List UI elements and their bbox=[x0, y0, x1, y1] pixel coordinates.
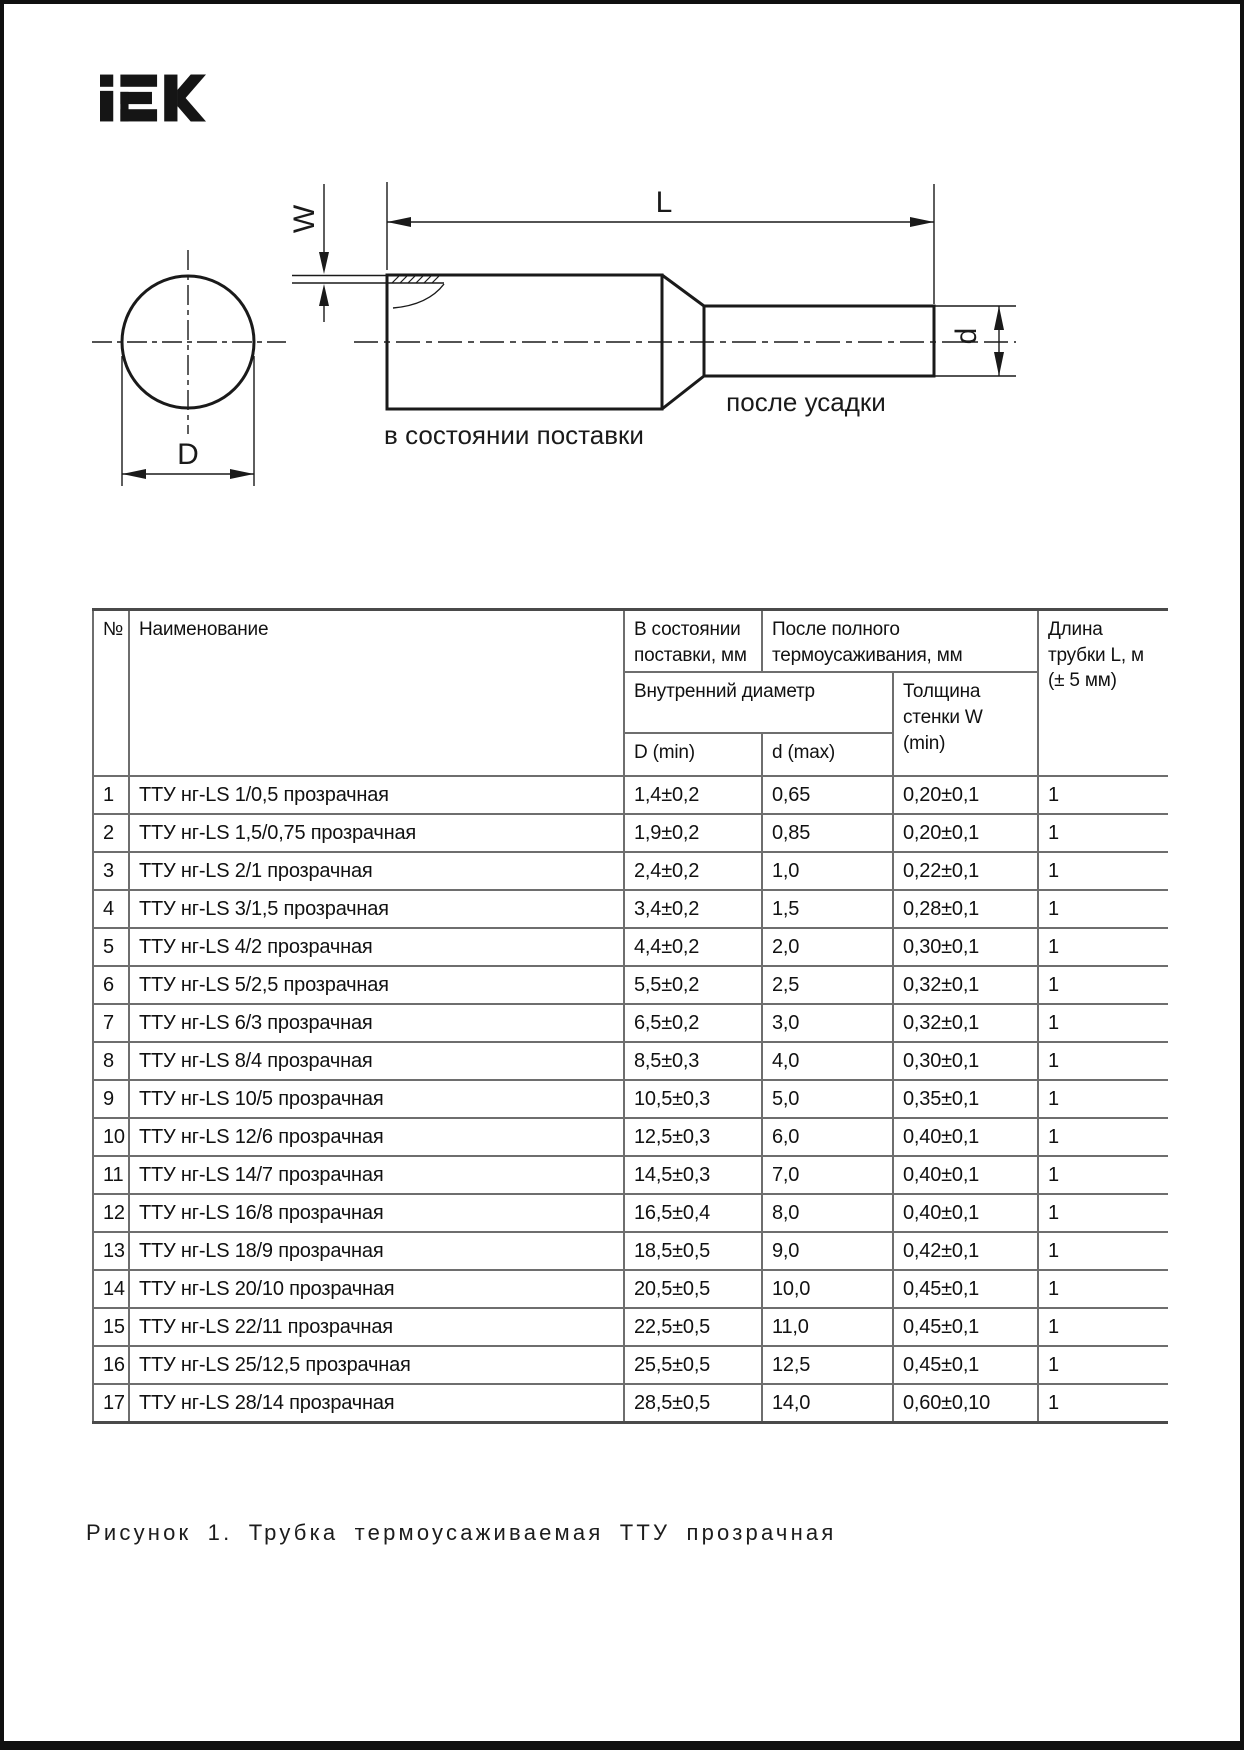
row-number-cell: 17 bbox=[93, 1384, 129, 1423]
table-row bbox=[93, 1156, 1168, 1194]
figure-caption: Рисунок 1. Трубка термоусаживаемая ТТУ прозрачная bbox=[86, 1520, 837, 1545]
d-max-cell: 3,0 bbox=[762, 1004, 893, 1042]
row-number-cell: 15 bbox=[93, 1308, 129, 1346]
wall-thickness-cell: 0,40±0,1 bbox=[893, 1118, 1038, 1156]
wall-thickness-cell: 0,40±0,1 bbox=[893, 1194, 1038, 1232]
wall-thickness-cell: 0,28±0,1 bbox=[893, 890, 1038, 928]
product-name-cell: ТТУ нг-LS 8/4 прозрачная bbox=[129, 1042, 624, 1080]
table-row bbox=[93, 1080, 1168, 1118]
length-cell: 1 bbox=[1038, 1194, 1168, 1232]
table-row bbox=[93, 1004, 1168, 1042]
col-header-d-max: d (max) bbox=[762, 733, 893, 776]
row-number-cell: 14 bbox=[93, 1270, 129, 1308]
dim-label-D: D bbox=[177, 438, 199, 471]
row-number-cell: 12 bbox=[93, 1194, 129, 1232]
d-min-cell: 28,5±0,5 bbox=[624, 1384, 762, 1423]
length-cell: 1 bbox=[1038, 1232, 1168, 1270]
d-max-cell: 14,0 bbox=[762, 1384, 893, 1423]
d-max-cell: 9,0 bbox=[762, 1232, 893, 1270]
col-header-inner-diameter: Внутренний диаметр bbox=[624, 672, 893, 733]
row-number-cell: 4 bbox=[93, 890, 129, 928]
row-number-cell: 10 bbox=[93, 1118, 129, 1156]
length-cell: 1 bbox=[1038, 776, 1168, 814]
product-name-cell: ТТУ нг-LS 12/6 прозрачная bbox=[129, 1118, 624, 1156]
table-row bbox=[93, 814, 1168, 852]
wall-thickness-cell: 0,42±0,1 bbox=[893, 1232, 1038, 1270]
length-cell: 1 bbox=[1038, 852, 1168, 890]
row-number-cell: 3 bbox=[93, 852, 129, 890]
product-name-cell: ТТУ нг-LS 10/5 прозрачная bbox=[129, 1080, 624, 1118]
d-max-cell: 6,0 bbox=[762, 1118, 893, 1156]
col-header-wall-thickness: Толщина стенки W (min) bbox=[893, 672, 1038, 776]
row-number-cell: 7 bbox=[93, 1004, 129, 1042]
length-cell: 1 bbox=[1038, 1270, 1168, 1308]
d-max-cell: 2,5 bbox=[762, 966, 893, 1004]
col-header-length: Длина трубки L, м (± 5 мм) bbox=[1038, 610, 1168, 777]
d-max-cell: 12,5 bbox=[762, 1346, 893, 1384]
col-header-after-shrink: После полного термоусаживания, мм bbox=[762, 610, 1038, 673]
wall-thickness-cell: 0,22±0,1 bbox=[893, 852, 1038, 890]
wall-thickness-cell: 0,30±0,1 bbox=[893, 1042, 1038, 1080]
wall-hatching bbox=[392, 276, 439, 283]
row-number-cell: 8 bbox=[93, 1042, 129, 1080]
col-header-name: Наименование bbox=[129, 610, 624, 777]
d-min-cell: 10,5±0,3 bbox=[624, 1080, 762, 1118]
d-min-cell: 5,5±0,2 bbox=[624, 966, 762, 1004]
col-header-supply-state: В состоянии поставки, мм bbox=[624, 610, 762, 673]
row-number-cell: 11 bbox=[93, 1156, 129, 1194]
product-name-cell: ТТУ нг-LS 1,5/0,75 прозрачная bbox=[129, 814, 624, 852]
spec-table bbox=[92, 608, 1168, 1424]
length-cell: 1 bbox=[1038, 1118, 1168, 1156]
product-name-cell: ТТУ нг-LS 18/9 прозрачная bbox=[129, 1232, 624, 1270]
length-cell: 1 bbox=[1038, 928, 1168, 966]
product-name-cell: ТТУ нг-LS 14/7 прозрачная bbox=[129, 1156, 624, 1194]
d-max-cell: 2,0 bbox=[762, 928, 893, 966]
product-name-cell: ТТУ нг-LS 4/2 прозрачная bbox=[129, 928, 624, 966]
d-max-cell: 5,0 bbox=[762, 1080, 893, 1118]
product-name-cell: ТТУ нг-LS 16/8 прозрачная bbox=[129, 1194, 624, 1232]
length-cell: 1 bbox=[1038, 814, 1168, 852]
col-header-number: № bbox=[93, 610, 129, 777]
length-cell: 1 bbox=[1038, 1080, 1168, 1118]
d-min-cell: 22,5±0,5 bbox=[624, 1308, 762, 1346]
row-number-cell: 16 bbox=[93, 1346, 129, 1384]
dim-label-W: W bbox=[288, 204, 321, 234]
d-min-cell: 16,5±0,4 bbox=[624, 1194, 762, 1232]
d-min-cell: 6,5±0,2 bbox=[624, 1004, 762, 1042]
tube-dimension-drawing bbox=[64, 144, 1054, 489]
shrunk-state-caption: после усадки bbox=[726, 387, 886, 417]
d-max-cell: 8,0 bbox=[762, 1194, 893, 1232]
d-min-cell: 1,9±0,2 bbox=[624, 814, 762, 852]
table-row bbox=[93, 1346, 1168, 1384]
d-max-cell: 0,65 bbox=[762, 776, 893, 814]
product-name-cell: ТТУ нг-LS 20/10 прозрачная bbox=[129, 1270, 624, 1308]
d-max-cell: 1,5 bbox=[762, 890, 893, 928]
d-max-cell: 0,85 bbox=[762, 814, 893, 852]
table-row bbox=[93, 890, 1168, 928]
wall-thickness-cell: 0,45±0,1 bbox=[893, 1270, 1038, 1308]
row-number-cell: 6 bbox=[93, 966, 129, 1004]
d-min-cell: 18,5±0,5 bbox=[624, 1232, 762, 1270]
wall-thickness-cell: 0,30±0,1 bbox=[893, 928, 1038, 966]
d-min-cell: 3,4±0,2 bbox=[624, 890, 762, 928]
dim-label-d: d bbox=[950, 327, 983, 345]
length-cell: 1 bbox=[1038, 1346, 1168, 1384]
table-row bbox=[93, 1118, 1168, 1156]
product-name-cell: ТТУ нг-LS 28/14 прозрачная bbox=[129, 1384, 624, 1423]
product-name-cell: ТТУ нг-LS 1/0,5 прозрачная bbox=[129, 776, 624, 814]
wall-thickness-cell: 0,45±0,1 bbox=[893, 1346, 1038, 1384]
product-name-cell: ТТУ нг-LS 5/2,5 прозрачная bbox=[129, 966, 624, 1004]
row-number-cell: 2 bbox=[93, 814, 129, 852]
table-row bbox=[93, 1042, 1168, 1080]
d-max-cell: 4,0 bbox=[762, 1042, 893, 1080]
iek-logo bbox=[100, 74, 206, 122]
row-number-cell: 1 bbox=[93, 776, 129, 814]
d-max-cell: 7,0 bbox=[762, 1156, 893, 1194]
supply-state-caption: в состоянии поставки bbox=[384, 420, 644, 450]
row-number-cell: 5 bbox=[93, 928, 129, 966]
table-row bbox=[93, 776, 1168, 814]
row-number-cell: 13 bbox=[93, 1232, 129, 1270]
d-min-cell: 4,4±0,2 bbox=[624, 928, 762, 966]
table-row bbox=[93, 1270, 1168, 1308]
col-header-d-min: D (min) bbox=[624, 733, 762, 776]
d-min-cell: 8,5±0,3 bbox=[624, 1042, 762, 1080]
d-min-cell: 25,5±0,5 bbox=[624, 1346, 762, 1384]
length-cell: 1 bbox=[1038, 1308, 1168, 1346]
length-cell: 1 bbox=[1038, 966, 1168, 1004]
wall-thickness-cell: 0,60±0,10 bbox=[893, 1384, 1038, 1423]
wall-thickness-cell: 0,32±0,1 bbox=[893, 1004, 1038, 1042]
wall-thickness-cell: 0,20±0,1 bbox=[893, 776, 1038, 814]
table-row bbox=[93, 1308, 1168, 1346]
product-name-cell: ТТУ нг-LS 22/11 прозрачная bbox=[129, 1308, 624, 1346]
d-min-cell: 12,5±0,3 bbox=[624, 1118, 762, 1156]
d-min-cell: 20,5±0,5 bbox=[624, 1270, 762, 1308]
table-row bbox=[93, 1384, 1168, 1423]
wall-thickness-cell: 0,35±0,1 bbox=[893, 1080, 1038, 1118]
d-min-cell: 14,5±0,3 bbox=[624, 1156, 762, 1194]
table-row bbox=[93, 1194, 1168, 1232]
table-row bbox=[93, 1232, 1168, 1270]
wall-thickness-cell: 0,40±0,1 bbox=[893, 1156, 1038, 1194]
table-row bbox=[93, 928, 1168, 966]
length-cell: 1 bbox=[1038, 890, 1168, 928]
table-row bbox=[93, 966, 1168, 1004]
wall-thickness-cell: 0,45±0,1 bbox=[893, 1308, 1038, 1346]
length-cell: 1 bbox=[1038, 1042, 1168, 1080]
product-name-cell: ТТУ нг-LS 3/1,5 прозрачная bbox=[129, 890, 624, 928]
d-min-cell: 1,4±0,2 bbox=[624, 776, 762, 814]
d-max-cell: 11,0 bbox=[762, 1308, 893, 1346]
length-cell: 1 bbox=[1038, 1384, 1168, 1423]
d-max-cell: 1,0 bbox=[762, 852, 893, 890]
product-name-cell: ТТУ нг-LS 6/3 прозрачная bbox=[129, 1004, 624, 1042]
table-row bbox=[93, 852, 1168, 890]
product-name-cell: ТТУ нг-LS 2/1 прозрачная bbox=[129, 852, 624, 890]
d-max-cell: 10,0 bbox=[762, 1270, 893, 1308]
product-name-cell: ТТУ нг-LS 25/12,5 прозрачная bbox=[129, 1346, 624, 1384]
length-cell: 1 bbox=[1038, 1004, 1168, 1042]
dim-label-L: L bbox=[655, 186, 673, 219]
length-cell: 1 bbox=[1038, 1156, 1168, 1194]
d-min-cell: 2,4±0,2 bbox=[624, 852, 762, 890]
wall-thickness-cell: 0,20±0,1 bbox=[893, 814, 1038, 852]
wall-thickness-cell: 0,32±0,1 bbox=[893, 966, 1038, 1004]
row-number-cell: 9 bbox=[93, 1080, 129, 1118]
